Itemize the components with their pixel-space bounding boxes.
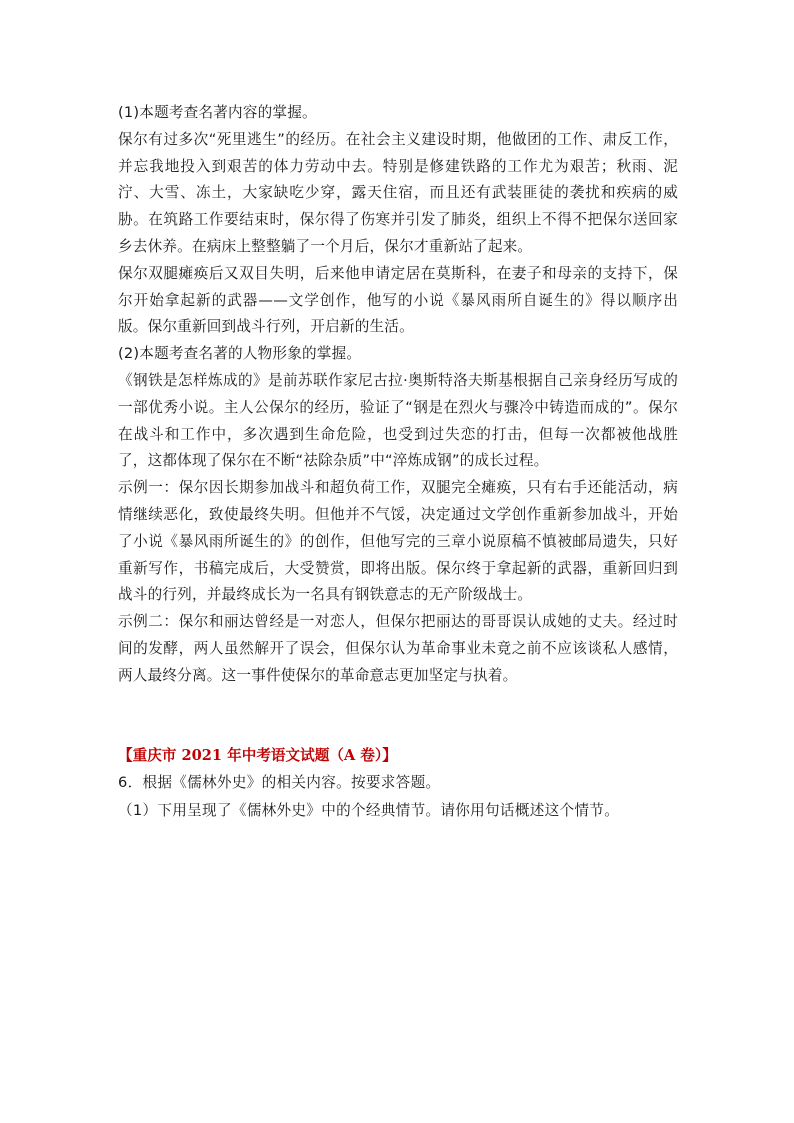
answer-part1-heading: (1)本题考查名著内容的掌握。 xyxy=(118,104,317,121)
answer-block xyxy=(118,100,678,690)
answer-part2-paragraph-intro: 《钢铁是怎样炼成的》是前苏联作家尼古拉·奥斯特洛夫斯基根据自己亲身经历写成的一部优秀小说。主人公保尔的经历，验证了“钢是在烈火与骤冷中铸造而成的”。保尔在战斗和工作中，多次遇到生命危险，也受到过失恋的打击，但每一次都被他战胜了，这都体现了保尔在不断“祛除杂质”中“淬炼成钢”的成长过程。 xyxy=(118,371,678,470)
next-question-block xyxy=(118,743,678,825)
section-gap xyxy=(118,690,678,743)
document-page xyxy=(118,100,678,825)
question-6: 6．根据《儒林外史》的相关内容。按要求答题。 xyxy=(118,773,441,791)
answer-part1-paragraph-1: 保尔有过多次“死里逃生”的经历。在社会主义建设时期，他做团的工作、肃反工作，并忘我地投入到艰苦的体力劳动中去。特别是修建铁路的工作尤为艰苦；秋雨、泥泞、大雪、冻土，大家缺吃少穿，露天住宿，而且还有武装匪徒的袭扰和疾病的威胁。在筑路工作要结束时，保尔得了伤寒并引发了肺炎，组织上不得不把保尔送回家乡去休养。在病床上整整躺了一个月后，保尔才重新站了起来。 xyxy=(118,130,678,255)
answer-example-1: 示例一：保尔因长期参加战斗和超负荷工作，双腿完全瘫痪，只有右手还能活动，病情继续恶化，致使最终失明。但他并不气馁，决定通过文学创作重新参加战斗，开始了小说《暴风雨所诞生的》的创作，但他写完的三章小说原稿不慎被邮局遗失，只好重新写作，书稿完成后，大受赞赏，即将出版。保尔终于拿起新的武器，重新回归到战斗的行列，并最终成长为一名具有钢铁意志的无产阶级战士。 xyxy=(118,479,678,604)
answer-example-2: 示例二：保尔和丽达曾经是一对恋人，但保尔把丽达的哥哥误认成她的丈夫。经过时间的发酵，两人虽然解开了误会，但保尔认为革命事业未竟之前不应该谈私人感情，两人最终分离。这一事件使保尔的革命意志更加坚定与执着。 xyxy=(118,613,678,684)
exam-source-title: 【重庆市 2021 年中考语文试题（A 卷）】 xyxy=(118,746,397,764)
answer-part2-heading: (2)本题考查名著的人物形象的掌握。 xyxy=(118,345,362,363)
question-6-sub-1: （1）下⽤呈现了《儒林外史》中的个经典情节。请你用句话概述这个情节。 xyxy=(118,801,620,819)
answer-part1-paragraph-2: 保尔双腿瘫痪后又双目失明，后来他申请定居在莫斯科，在妻子和母亲的支持下，保尔开始拿起新的武器——文学创作，他写的小说《暴风雨所自诞生的》得以顺序出版。保尔重新回到战斗行列，开启新的生活。 xyxy=(118,264,678,336)
